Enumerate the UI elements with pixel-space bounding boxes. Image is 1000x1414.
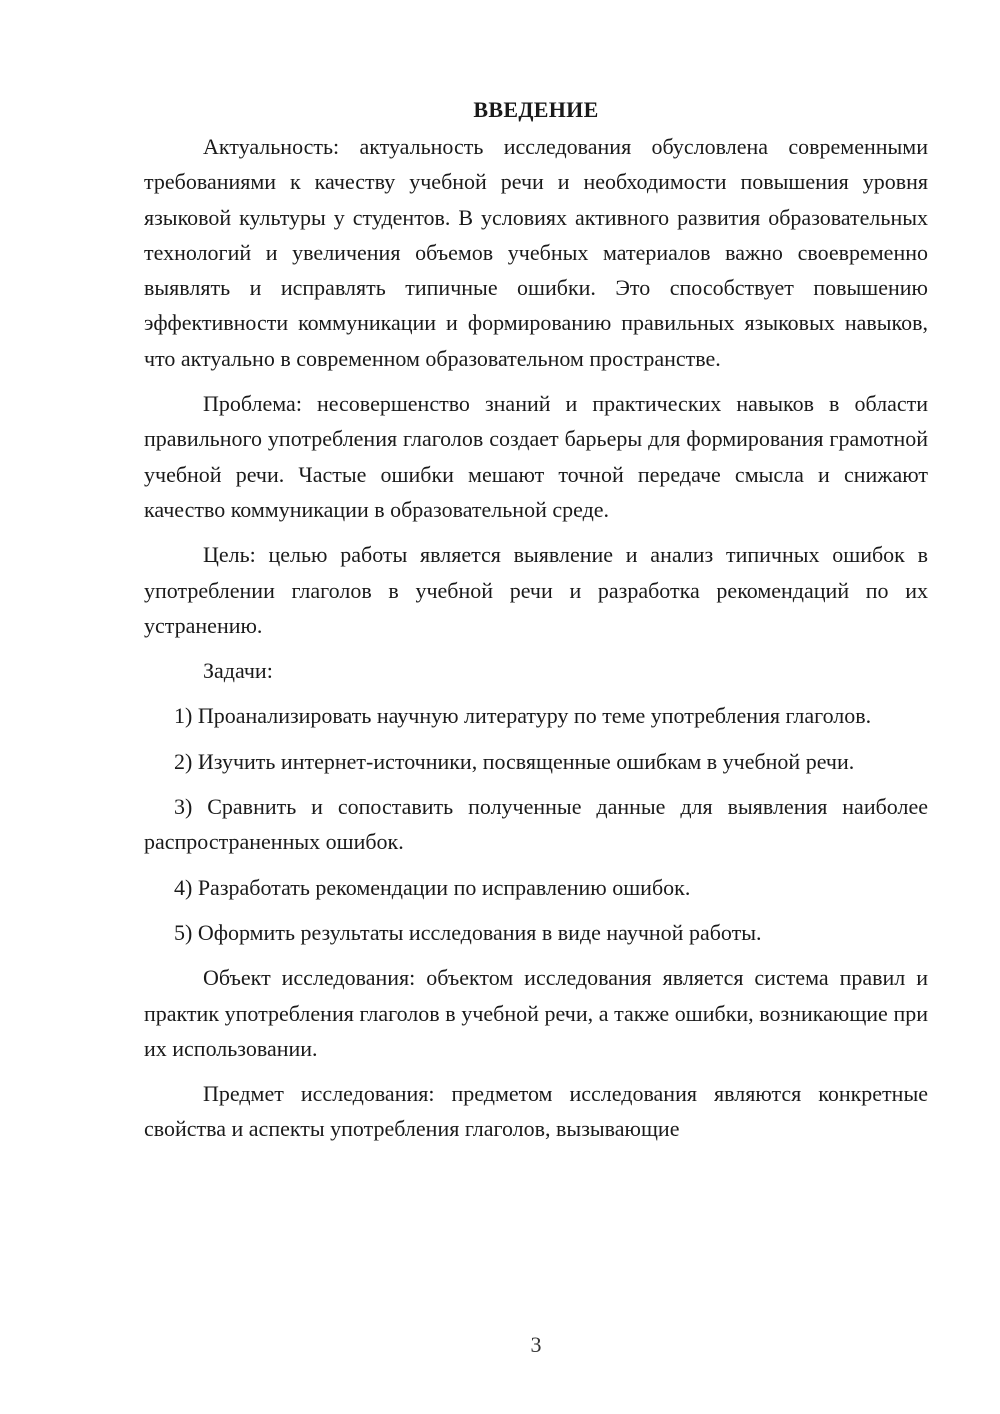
task-item: 1) Проанализировать научную литературу по теме употребления глаголов. xyxy=(174,703,872,729)
document-page xyxy=(144,92,928,1157)
problem-paragraph: Проблема: несовершенство знаний и практических навыков в области правильного употребления глаголов создает барьеры для формирования грамотной учебной речи. Частые ошибки мешают точной передаче смысла и снижают качество коммуникации в образовательной среде. xyxy=(144,391,928,522)
task-item: 4) Разработать рекомендации по исправлению ошибок. xyxy=(174,874,691,900)
tasks-label: Задачи: xyxy=(203,658,273,684)
task-item: 3) Сравнить и сопоставить полученные данные для выявления наиболее распространенных ошибок. xyxy=(144,794,928,855)
object-paragraph: Объект исследования: объектом исследования является система правил и практик употребления глаголов в учебной речи, а также ошибки, возникающие при их использовании. xyxy=(144,965,928,1061)
section-title: ВВЕДЕНИЕ xyxy=(473,97,599,122)
task-item: 5) Оформить результаты исследования в виде научной работы. xyxy=(174,919,762,945)
page-number: 3 xyxy=(530,1332,542,1357)
subject-paragraph: Предмет исследования: предметом исследования являются конкретные свойства и аспекты употребления глаголов, вызывающие xyxy=(144,1081,928,1142)
task-item: 2) Изучить интернет-источники, посвященные ошибкам в учебной речи. xyxy=(174,748,855,774)
goal-paragraph: Цель: целью работы является выявление и анализ типичных ошибок в употреблении глаголов в учебной речи и разработка рекомендаций по их устранению. xyxy=(144,542,928,638)
relevance-paragraph: Актуальность: актуальность исследования обусловлена современными требованиями к качеству учебной речи и необходимости повышения уровня языковой культуры у студентов. В условиях активного развития образовательных технологий и увеличения объемов учебных материалов важно своевременно выявлять и исправлять типичные ошибки. Это способствует повышению эффективности коммуникации и формированию правильных языковых навыков, что актуально в современном образовательном пространстве. xyxy=(144,134,928,371)
